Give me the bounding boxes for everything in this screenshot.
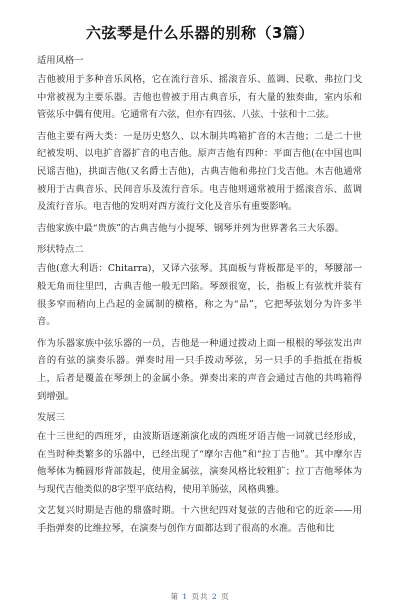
paragraph: 在十三世纪的西班牙，由波斯语逐渐演化成的西班牙语吉他一词就已经形成，在当时种类繁多的乐器中，已经出现了“摩尔吉他”和“拉丁吉他”。其中摩尔吉他琴体为椭圆形背部鼓起，使用金属弦，演奏风格比较粗犷；拉丁吉他琴体为与现代吉他类似的8字型平底结构，使用羊肠弦，风格典雅。 <box>37 431 362 495</box>
paragraph: 吉他主要有两大类：一是历史悠久、以木制共鸣箱扩音的木吉他；二是二十世纪被发明、以电扩音器扩音的电吉他。原声吉他有四种：平面吉他(在中国也叫民谣吉他)，拱面吉他(又名爵士吉他)，古典吉他和弗拉门戈吉他。木吉他通常被用于古典音乐、民间音乐及流行音乐。电吉他则通常被用于摇滚音乐、蓝调及流行音乐。电吉他的发明对西方流行文化及音乐有重要影响。 <box>37 130 362 213</box>
paragraph: 文艺复兴时期是吉他的鼎盛时期。十六世纪四对复弦的吉他和它的近亲——用手指弹奏的比维拉琴，在演奏与创作方面都达到了很高的水准。吉他和比 <box>37 505 362 535</box>
footer-page-number: 1 <box>182 592 189 601</box>
footer-mid: 页共 <box>191 592 209 601</box>
paragraph: 作为乐器家族中弦乐器的一员，吉他是一种通过拨动上面一根根的琴弦发出声音的有弦的演奏乐器。弹奏时用一只手拨动琴弦，另一只手的手指抵在指板上，后者是覆盖在琴颈上的金属小条。弹奏出来的声音会通过吉他的共鸣箱得到增强。 <box>37 337 362 402</box>
document-title: 六弦琴是什么乐器的别称（3篇） <box>86 24 314 42</box>
paragraph: 吉他(意大利语：Chitarra)，又译六弦琴。其面板与背板都是平的，琴腰部一般无角而往里凹，古典吉他一般无凹陷。琴颈很宽，长，指板上有弦枕并装有很多窄而稍向上凸起的金属制的横格，称之为“品”，它把琴弦划分为许多半音。 <box>37 263 362 328</box>
footer-prefix: 第 <box>170 592 179 601</box>
section-heading-2: 形状特点二 <box>37 244 84 256</box>
paragraph: 吉他家族中最“贵族”的古典吉他与小提琴、钢琴并列为世界著名三大乐器。 <box>37 222 345 234</box>
section-heading-3: 发展三 <box>37 412 65 424</box>
footer-total-pages: 2 <box>211 592 218 601</box>
paragraph: 吉他被用于多种音乐风格，它在流行音乐、摇滚音乐、蓝调、民歌、弗拉门戈中常被视为主要乐器。吉他也曾被于用古典音乐，有大量的独奏曲，室内乐和管弦乐中偶有使用。它通常有六弦，但亦有四弦、八弦、十弦和十二弦。 <box>37 74 362 121</box>
page-footer <box>0 591 400 602</box>
section-heading-1: 适用风格一 <box>37 55 84 66</box>
document-body <box>37 52 362 542</box>
footer-suffix: 页 <box>221 592 230 601</box>
